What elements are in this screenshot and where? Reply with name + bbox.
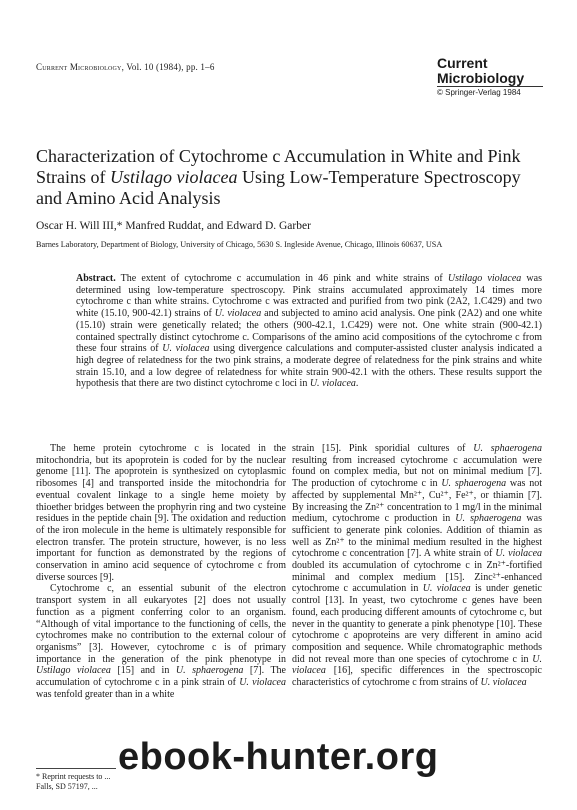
body-text: was not affected by supplemental Mn²⁺, Cu²⁺, Fe²⁺, or thiamin [7]. By increasing the Zn²⁺ concentration to 1 mg/l in the minimal medium, cytochrome c production in <box>292 478 542 525</box>
affiliation: Barnes Laboratory, Department of Biology, University of Chicago, 5630 S. Ingleside Avenue, Chicago, Illinois 60637, USA <box>36 240 443 249</box>
species-name: U. sphaerogena <box>455 513 522 525</box>
abstract <box>76 273 542 390</box>
title-text-2: Using Low-Temperature Spectroscopy and Amino Acid Analysis <box>36 167 521 208</box>
body-column-right <box>292 443 542 689</box>
body-text: [15] and in <box>110 665 176 677</box>
species-name: U. violacea <box>495 548 543 560</box>
brand-divider <box>437 86 543 87</box>
paragraph: The heme protein cytochrome c is located in the mitochondria, but its apoprotein is coded for by the nuclear genome [11]. The apoprotein is synthesized on cytoplasmic ribosomes [4] and transported inside the mitochondria for eventual covalent linkage to a single heme moiety by thioether bridges between the prophyrin ring and two cysteine residues in the peptide chain [9]. The oxidation and reduction of the iron molecule in the heme is ultimately responsible for electron transfer. The protein structure, however, is no less important for function as demonstrated by the regions of conservation in amino acid sequence of cytochrome c from diverse sources [9]. <box>36 443 286 583</box>
abstract-species: U. violacea <box>214 308 262 320</box>
journal-citation <box>36 62 215 72</box>
abstract-text: The extent of cytochrome c accumulation in 46 pink and white strains of <box>115 273 448 284</box>
title-species: Ustilago violacea <box>110 167 238 187</box>
journal-volume-pages: , Vol. 10 (1984), pp. 1–6 <box>121 62 215 72</box>
species-name: U. violacea <box>239 677 286 689</box>
abstract-text: was determined using low-temperature spectroscopy. Pink strains accumulated approximately 14 times more cytochrome c than white strains. Cytochrome c was extracted and purified from two pink (2A2, 1.C429) and two white (15.10, 900-42.1) strains of <box>76 273 542 320</box>
brand-copyright: © Springer-Verlag 1984 <box>437 88 521 97</box>
abstract-text: and subjected to amino acid analysis. One pink (2A2) and one white (15.10) strain were genetically related; the others (900-42.1, 1.C429) were not. One white strain (900-42.1) contained spectrally distinct cytochrome c. Comparisons of the amino acid compositions of the cytochrome c from these four strains of <box>76 308 543 355</box>
species-name: U. violacea <box>480 677 527 689</box>
species-name: Ustilago violacea <box>36 665 111 677</box>
watermark: ebook-hunter.org <box>118 736 439 778</box>
authors: Oscar H. Will III,* Manfred Ruddat, and Edward D. Garber <box>36 220 311 232</box>
article-title <box>36 146 536 209</box>
species-name: U. violacea <box>292 653 542 677</box>
brand-line-1: Current <box>437 55 488 71</box>
journal-brand <box>437 56 547 97</box>
footnote-line: * Reprint requests to ... <box>36 772 111 781</box>
abstract-species: U. violacea <box>162 343 210 355</box>
footnote-divider <box>36 768 116 769</box>
abstract-species: Ustilago violacea <box>447 273 522 284</box>
footnote-line: Falls, SD 57197, ... <box>36 782 98 791</box>
body-text: strain [15]. Pink sporidial cultures of <box>292 443 474 454</box>
body-text: [7]. The accumulation of cytochrome c in a pink strain of <box>36 665 286 689</box>
body-text: is under genetic control [13]. In yeast, two cytochrome c genes have been found, each producing different amounts of cytochrome c, but never in the quantity to generate a pink phenotype [10]. These cytochrome c apoproteins are very different in amino acid composition and sequence. While chromatographic methods did not reveal more than one species of cytochrome c in <box>292 583 542 665</box>
brand-line-2: Microbiology <box>437 70 525 86</box>
abstract-species: U. violacea <box>309 378 356 390</box>
abstract-label: Abstract. <box>76 273 116 284</box>
body-text: was sufficient to generate pink colonies. Addition of thiamin as well as Zn²⁺ to the minimal medium resulted in the highest cytochrome c concentration [7]. A white strain of <box>292 513 542 560</box>
paragraph <box>292 443 542 689</box>
abstract-text: using divergence calculations and computer-assisted cluster analysis indicated a high degree of relatedness for the two pink strains, a moderate degree of relatedness for the pink strains and white strain 15.10, and a low degree of relatedness for white strain 900-42.1 with the others. These results support the hypothesis that there are two distinct cytochrome c loci in <box>76 343 543 390</box>
title-text-1: Characterization of Cytochrome c Accumulation in White and Pink Strains of <box>36 146 521 187</box>
body-text: Cytochrome c, an essential subunit of the electron transport system in all eukaryotes [2] does not usually function as a pigment conferring color to an organism. “Although of vital importance to the functioning of cells, the cytochromes make no contribution to the external colour of organisms” [3]. However, cytochrome c is of primary importance in the generation of the pink phenotype in <box>36 583 286 665</box>
body-column-left <box>36 443 286 700</box>
body-text: [16], specific differences in the spectroscopic characteristics of cytochrome c from strains of <box>292 665 542 689</box>
body-text: doubled its accumulation of cytochrome c in Zn²⁺-fortified minimal and complex medium [15]. Zinc²⁺-enhanced cytochrome c accumulation in <box>292 560 542 595</box>
species-name: U. sphaerogena <box>175 665 244 677</box>
paragraph <box>36 583 286 700</box>
body-text: was tenfold greater than in a white <box>36 688 175 700</box>
species-name: U. sphaerogena <box>441 478 507 490</box>
species-name: U. violacea <box>422 583 471 595</box>
species-name: U. sphaerogena <box>473 443 542 454</box>
journal-name: Current Microbiology <box>36 62 122 72</box>
body-text: resulting from increased cytochrome c accumulation were found on complex media, but not on minimal medium [7]. The production of cytochrome c in <box>292 454 542 490</box>
abstract-text: . <box>355 378 359 390</box>
